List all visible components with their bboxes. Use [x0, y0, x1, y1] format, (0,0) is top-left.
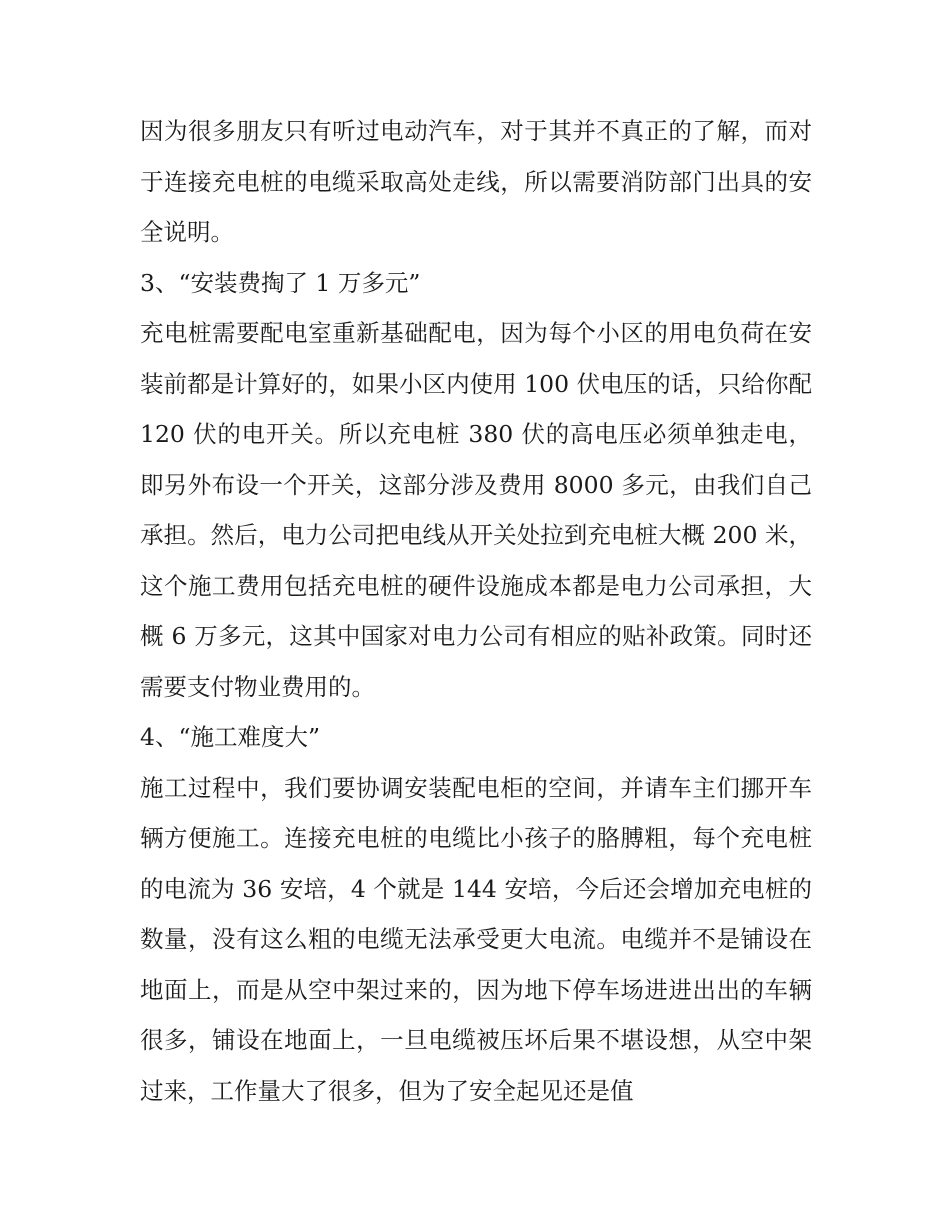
paragraph-construction-difficulty: 施工过程中，我们要协调安装配电柜的空间，并请车主们挪开车辆方便施工。连接充电桩的电缆比小孩子的胳膊粗，每个充电桩的电流为 36 安培，4 个就是 144 安培，今后还会增加充电桩的数量，没有这么粗的电缆无法承受更大电流。电缆并不是铺设在地面上，而是从空中架过来的，因为地下停车场进进出出的车辆很多，铺设在地面上，一旦电缆被压坏后果不堪设想，从空中架过来，工作量大了很多，但为了安全起见还是值: [140, 773, 812, 1105]
document-body: [140, 106, 812, 1116]
section-heading-construction-difficulty: 4、“施工难度大”: [140, 723, 320, 751]
paragraph-fire-safety-note: 因为很多朋友只有听过电动汽车，对于其并不真正的了解，而对于连接充电桩的电缆采取高处走线，所以需要消防部门出具的安全说明。: [140, 117, 812, 246]
section-heading-installation-cost: 3、“安装费掏了 1 万多元”: [140, 268, 421, 297]
paragraph-installation-cost: 充电桩需要配电室重新基础配电，因为每个小区的用电负荷在安装前都是计算好的，如果小区内使用 100 伏电压的话，只给你配 120 伏的电开关。所以充电桩 380 伏的高电压必须单独走电，即另外布设一个开关，这部分涉及费用 8000 多元，由我们自己承担。然后，电力公司把电线从开关处拉到充电桩大概 200 米，这个施工费用包括充电桩的硬件设施成本都是电力公司承担，大概 6 万多元，这其中国家对电力公司有相应的贴补政策。同时还需要支付物业费用的。: [140, 319, 812, 701]
